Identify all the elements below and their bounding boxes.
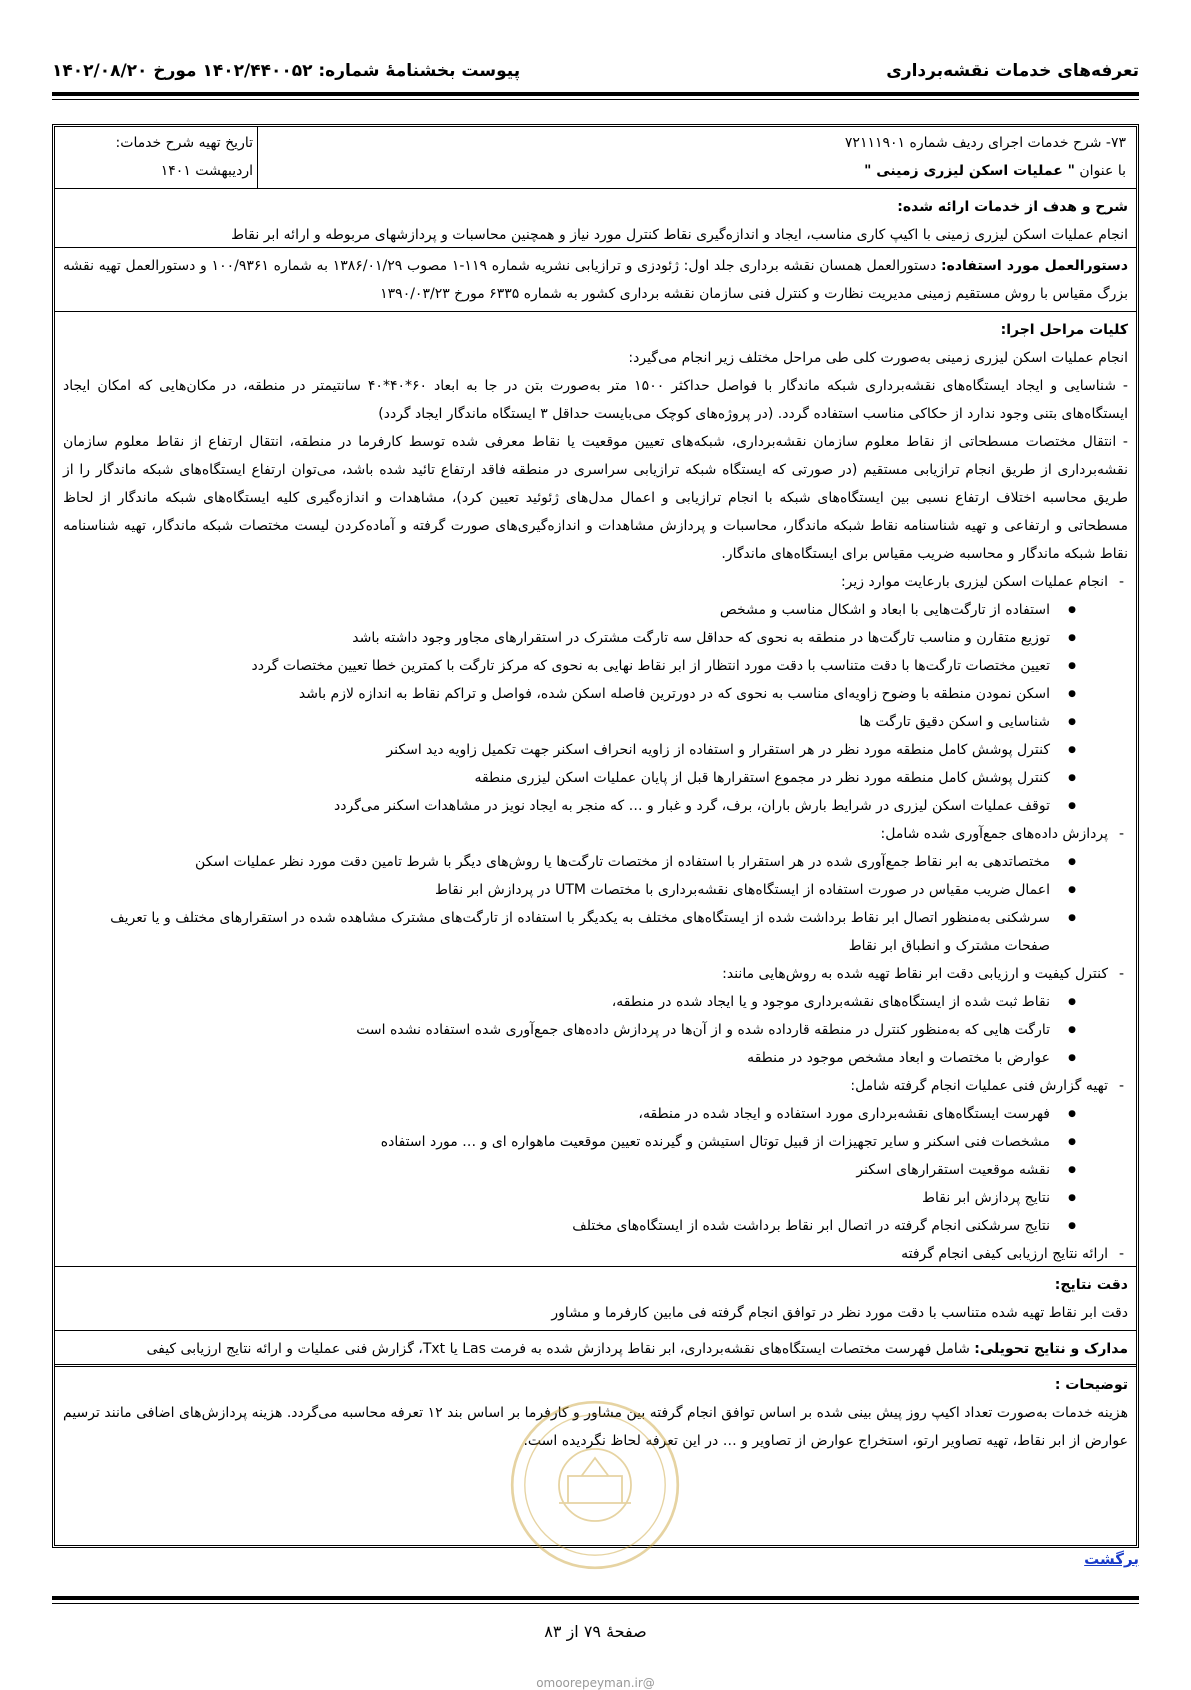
footer-rule-thick — [52, 1596, 1139, 1600]
service-title: " عملیات اسکن لیزری زمینی " — [864, 163, 1075, 179]
notes-text: هزینه خدمات به‌صورت تعداد اکیپ روز پیش بینی شده بر اساس توافق انجام گرفته بین مشاور و کارفرما بر اساس بند ۱۲ تعرفه محاسبه می‌گردد. هزینه پردازش‌های اضافی مانند ترسیم عوارض از ابر نقاط، تهیه تصاویر ارتو، استخراج عوارض از تصاویر و … در این تعرفه لحاظ نگردیده است. — [63, 1405, 1128, 1449]
service-info — [258, 127, 1136, 188]
row-number-line: ۷۳- شرح خدمات اجرای ردیف شماره ۷۲۱۱۱۹۰۱ — [844, 135, 1126, 151]
list-item: ● سرشکنی به‌منظور اتصال ابر نقاط برداشت شده از ایستگاه‌های مختلف به یکدیگر با استفاده از تارگت‌های مشترک مشاهده شده در استقرارهای مختلف و یا تعریف صفحات مشترک و انطباق ابر نقاط — [63, 904, 1108, 960]
list-item: ● توقف عملیات اسکن لیزری در شرایط بارش باران، برف، گرد و غبار و … که منجر به ایجاد نویز در مشاهدات اسکنر می‌گردد — [63, 792, 1108, 820]
list-item: ● کنترل پوشش کامل منطقه مورد نظر در مجموع استقرارها قبل از پایان عملیات اسکن لیزری منطقه — [63, 764, 1108, 792]
step-group-scan — [63, 568, 1128, 820]
header-circular-ref: پیوست بخشنامۀ شماره: ۱۴۰۲/۴۴۰۰۵۲ مورخ ۱۴۰۲/۰۸/۲۰ — [52, 61, 521, 81]
list-item: ● توزیع متقارن و مناسب تارگت‌ها در منطقه به نحوی که حداقل سه تارگت مشترک در استقرارهای مجاور وجود داشته باشد — [63, 624, 1108, 652]
step-items — [63, 988, 1108, 1072]
site-watermark: @omoorepeyman.ir — [536, 1676, 655, 1690]
step-group-quality-control — [63, 960, 1128, 1072]
list-item: ● مختصاتدهی به ابر نقاط جمع‌آوری شده در هر استقرار با استفاده از مختصات تارگت‌ها یا روش‌های دیگر با شرط تامین دقت مورد نظر عملیات اسکن — [63, 848, 1108, 876]
list-item: ● اسکن نمودن منطقه با وضوح زاویه‌ای مناسب به نحوی که در دورترین فاصله اسکن شده، فواصل و تراکم نقاط به اندازه لازم باشد — [63, 680, 1108, 708]
deliverables-paragraph — [63, 1335, 1128, 1363]
date-box — [55, 127, 258, 188]
goal-text: انجام عملیات اسکن لیزری زمینی با اکیپ کاری مناسب، ایجاد و اندازه‌گیری نقاط کنترل مورد نیاز و همچنین محاسبات و پردازشهای مربوطه و ارائه ابر نقاط — [231, 227, 1128, 243]
accuracy-text: دقت ابر نقاط تهیه شده متناسب با دقت مورد نظر در توافق انجام گرفته فی مابین کارفرما و مشاور — [551, 1305, 1128, 1321]
steps-intro: انجام عملیات اسکن لیزری زمینی به‌صورت کلی طی مراحل مختلف زیر انجام می‌گیرد: — [628, 350, 1128, 366]
list-item: ● اعمال ضریب مقیاس در صورت استفاده از ایستگاه‌های نقشه‌برداری با مختصات UTM در پردازش ابر نقاط — [63, 876, 1108, 904]
step-group-quality-results — [63, 1240, 1128, 1268]
list-item: ● استفاده از تارگت‌هایی با ابعاد و اشکال مناسب و مشخص — [63, 596, 1108, 624]
steps-paragraph-2: - انتقال مختصات مسطحاتی از نقاط معلوم سازمان نقشه‌برداری، شبکه‌های تعیین موقعیت یا نقاط معرفی شده توسط کارفرما در منطقه، انتقال ارتفاع از نقاط معلوم سازمان نقشه‌برداری از طریق انجام ترازیابی مستقیم (در صورتی که ایستگاه شبکه ترازیابی سراسری در منطقه فاقد ارتفاع تائید شده باشد، می‌توان ارتفاع ایستگاه‌های شبکه ماندگار را از طریق محاسبه اختلاف ارتفاع نسبی بین ایستگاه‌های شبکه با انجام ترازیابی و اعمال مدل‌های ژئوئید تعیین کرد)، مشاهدات و اندازه‌گیری کلیه ایستگاه‌های شبکه ماندگار از لحاظ مسطحاتی و ارتفاعی و تهیه شناسنامه نقاط شبکه ماندگار، محاسبات و پردازش مشاهدات و اندازه‌گیری‌های صورت گرفته و آماده‌کردن لیست مختصات شبکه ماندگار، تهیه شناسنامه نقاط شبکه ماندگار و محاسبه ضریب مقیاس برای ایستگاه‌های ماندگار. — [63, 434, 1128, 562]
service-description-table — [52, 124, 1139, 1548]
deliverables-text: شامل فهرست مختصات ایستگاه‌های نقشه‌برداری، ابر نقاط پردازش شده به فرمت Las یا Txt، گزارش فنی عملیات و ارائه نتایج ارزیابی کیفی — [146, 1341, 975, 1357]
deliverables-heading: مدارک و نتایج تحویلی: — [974, 1341, 1128, 1357]
step-group-title: تهیه گزارش فنی عملیات انجام گرفته شامل: — [850, 1078, 1108, 1094]
deliverables-section — [55, 1331, 1136, 1367]
step-items — [63, 596, 1108, 820]
list-item: ● کنترل پوشش کامل منطقه مورد نظر در هر استقرار و استفاده از زاویه انحراف اسکنر جهت تکمیل زاویه دید اسکنر — [63, 736, 1108, 764]
list-item: ● تعیین مختصات تارگت‌ها با دقت متناسب با دقت مورد انتظار از ابر نقاط نهایی به نحوی که مرکز تارگت با کمترین خطا تعیین مختصات گردد — [63, 652, 1108, 680]
goal-section — [55, 189, 1136, 248]
steps-heading: کلیات مراحل اجرا: — [1000, 322, 1128, 338]
step-group-processing — [63, 820, 1128, 960]
step-group-report — [63, 1072, 1128, 1240]
manual-heading: دستورالعمل مورد استفاده: — [941, 258, 1129, 274]
list-item: ● مشخصات فنی اسکنر و سایر تجهیزات از قبیل توتال استیشن و گیرنده تعیین موقعیت ماهواره ای و … مورد استفاده — [63, 1128, 1108, 1156]
step-group-title: انجام عملیات اسکن لیزری بارعایت موارد زیر: — [840, 574, 1108, 590]
manual-text: دستورالعمل همسان نقشه برداری جلد اول: ژئودزی و ترازیابی نشریه شماره ۱۱۹-۱ مصوب ۱۳۸۶/۰۱/۲۹ به شماره ۱۰۰/۹۳۶۱ و دستورالعمل تهیه نقشه بزرگ مقیاس با روش مستقیم زمینی مدیریت نظارت و کنترل فنی سازمان نقشه برداری کشور به شماره ۶۳۳۵ مورخ ۱۳۹۰/۰۳/۲۳ — [63, 258, 1128, 302]
list-item: ● عوارض با مختصات و ابعاد مشخص موجود در منطقه — [63, 1044, 1108, 1072]
manual-paragraph — [63, 252, 1128, 308]
steps-section — [55, 312, 1136, 1267]
accuracy-heading: دقت نتایج: — [1054, 1277, 1128, 1293]
page-header — [52, 52, 1139, 90]
list-item: ● شناسایی و اسکن دقیق تارگت ها — [63, 708, 1108, 736]
page-number: صفحۀ ۷۹ از ۸۳ — [544, 1622, 647, 1641]
back-link[interactable]: برگشت — [1084, 1550, 1139, 1568]
step-items — [63, 1100, 1108, 1240]
step-group-title: پردازش داده‌های جمع‌آوری شده شامل: — [880, 826, 1108, 842]
seal-watermark-icon — [505, 1395, 685, 1575]
service-title-line — [268, 157, 1126, 185]
step-group-title: کنترل کیفیت و ارزیابی دقت ابر نقاط تهیه شده به روش‌هایی مانند: — [722, 966, 1108, 982]
list-item: ● نقاط ثبت شده از ایستگاه‌های نقشه‌برداری موجود و یا ایجاد شده در منطقه، — [63, 988, 1108, 1016]
footer-rule-thin — [52, 1603, 1139, 1604]
step-group-title: ارائه نتایج ارزیابی کیفی انجام گرفته — [901, 1246, 1108, 1262]
accuracy-section — [55, 1267, 1136, 1331]
header-title: تعرفه‌های خدمات نقشه‌برداری — [886, 61, 1139, 81]
step-items — [63, 848, 1108, 960]
steps-paragraph-1: - شناسایی و ایجاد ایستگاه‌های نقشه‌برداری شبکه ماندگار با فواصل حداکثر ۱۵۰۰ متر به‌صورت بتن در جا به ابعاد ۶۰*۴۰*۴۰ سانتیمتر در منطقه، در مکان‌هایی که امکان ایجاد ایستگاه‌های بتنی وجود ندارد از حکاکی مناسب استفاده گردد. (در پروژه‌های کوچک می‌بایست حداقل ۳ ایستگاه ماندگار ایجاد گردد) — [63, 378, 1128, 422]
header-rule-thick — [52, 92, 1139, 96]
service-title-prefix: با عنوان — [1074, 163, 1126, 179]
steps-list — [63, 568, 1128, 1268]
goal-heading: شرح و هدف از خدمات ارائه شده: — [897, 199, 1128, 215]
list-item: ● فهرست ایستگاه‌های نقشه‌برداری مورد استفاده و ایجاد شده در منطقه، — [63, 1100, 1108, 1128]
date-label: تاریخ تهیه شرح خدمات: — [115, 135, 253, 151]
list-item: ● نقشه موقعیت استقرارهای اسکنر — [63, 1156, 1108, 1184]
list-item: ● نتایج پردازش ابر نقاط — [63, 1184, 1108, 1212]
date-value: اردیبهشت ۱۴۰۱ — [160, 163, 253, 179]
header-rule-thin — [52, 99, 1139, 100]
list-item: ● نتایج سرشکنی انجام گرفته در اتصال ابر نقاط برداشت شده از ایستگاه‌های مختلف — [63, 1212, 1108, 1240]
manual-section — [55, 248, 1136, 312]
list-item: ● تارگت هایی که به‌منظور کنترل در منطقه قارداده شده و از آن‌ها در پردازش داده‌های جمع‌آوری شده استفاده نشده است — [63, 1016, 1108, 1044]
service-info-row — [55, 127, 1136, 189]
notes-heading: توضیحات : — [1054, 1377, 1128, 1393]
